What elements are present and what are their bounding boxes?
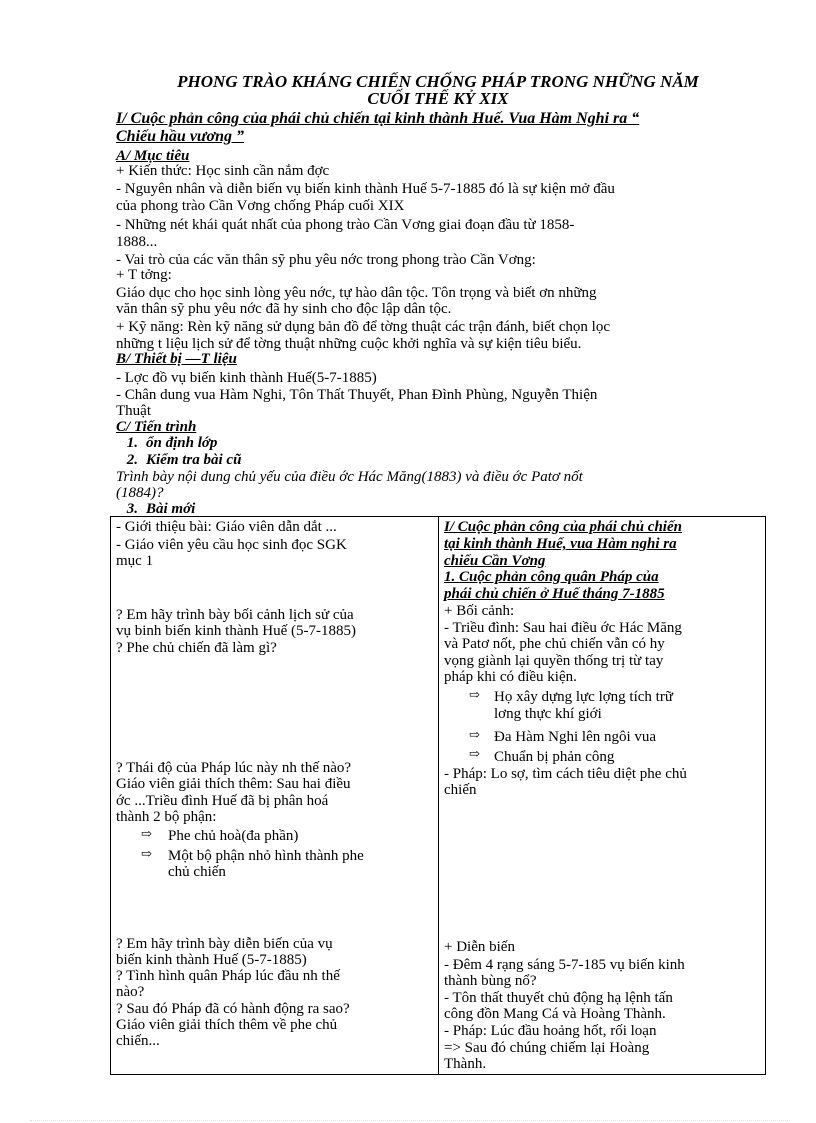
- step-1: [116, 436, 758, 451]
- review-question-line1: Trình bày nội dung chủ yếu của điều ớc Hác Măng(1883) và điều ớc Patơ nốt: [116, 469, 583, 485]
- right-event-1-line1: - Đêm 4 rạng sáng 5-7-185 vụ biến kinh: [444, 957, 685, 973]
- step-3-number: 3.: [126, 501, 138, 517]
- left-question-1-line2: vụ binh biến kinh thành Huế (5-7-1885): [116, 623, 356, 639]
- right-context-line4: pháp khi có điều kiện.: [444, 669, 577, 685]
- outline-right-arrow-icon: ⇨: [469, 687, 480, 702]
- equipment-item-1: - Lợc đồ vụ biến kinh thành Huế(5-7-1885): [116, 370, 377, 386]
- left-bullet-1: Phe chủ hoà(đa phần): [168, 828, 299, 844]
- page-bottom-divider: [30, 1120, 790, 1121]
- equipment-item-2-line2: Thuật: [116, 403, 151, 419]
- right-context-line2: và Patơ nốt, phe chủ chiến vẫn có hy: [444, 636, 665, 652]
- right-bullet-2: Đa Hàm Nghi lên ngôi vua: [494, 729, 657, 745]
- outline-right-arrow-icon: ⇨: [141, 826, 152, 841]
- step-3-text: Bài mới: [146, 501, 196, 517]
- left-intro: - Giới thiệu bài: Giáo viên dẫn dắt ...: [116, 519, 337, 535]
- section-heading-line2: Chiếu hầu vương ”: [116, 128, 244, 145]
- objective-5-line2: những t liệu lịch sử để tờng thuật những cuộc khởi nghĩa và sự kiện tiêu biểu.: [116, 336, 582, 352]
- objective-4-line2: văn thân sỹ phu yêu nớc đã hy sinh cho độc lập dân tộc.: [116, 301, 452, 317]
- objective-3: - Vai trò của các văn thân sỹ phu yêu nớc trong phong trào Cần Vơng:: [116, 252, 536, 268]
- right-event-2-line1: - Tôn thất thuyết chủ động hạ lệnh tấn: [444, 990, 673, 1006]
- content-column: [439, 517, 766, 1075]
- heading-thiet-bi: B/ Thiết bị —T liệu: [116, 351, 237, 367]
- right-context-line1: - Triều đình: Sau hai điều ớc Hác Măng: [444, 620, 682, 636]
- equipment-item-2-line1: - Chân dung vua Hàm Nghi, Tôn Thất Thuyết, Phan Đình Phùng, Nguyễn Thiện: [116, 387, 598, 403]
- left-question-5-line1: ? Tình hình quân Pháp lúc đầu nh thế: [116, 968, 340, 984]
- review-question-line2: (1884)?: [116, 485, 164, 501]
- left-explain-2-line2: chiến...: [116, 1033, 160, 1049]
- teacher-activity-column: [111, 517, 439, 1075]
- tu-tuong-label: + T tởng:: [116, 267, 172, 283]
- left-question-2: ? Phe chủ chiến đã làm gì?: [116, 640, 277, 656]
- right-event-4-line1: => Sau đó chúng chiếm lại Hoàng: [444, 1040, 650, 1056]
- document-title-line1: PHONG TRÀO KHÁNG CHIẾN CHỐNG PHÁP TRONG NHỮNG NĂM: [177, 72, 699, 91]
- step-2-text: Kiểm tra bài cũ: [146, 452, 242, 468]
- right-bullet-1-line1: Họ xây dựng lực lợng tích trữ: [494, 689, 673, 705]
- step-3: [116, 502, 758, 517]
- right-event-2-line2: công đồn Mang Cá và Hoàng Thành.: [444, 1006, 666, 1022]
- right-event-4-line2: Thành.: [444, 1056, 487, 1072]
- boi-canh-label: + Bối cảnh:: [444, 603, 515, 619]
- left-explain-line1: Giáo viên giải thích thêm: Sau hai điều: [116, 776, 351, 792]
- objective-2-line2: 1888...: [116, 234, 158, 250]
- left-bullet-2-line2: chủ chiến: [168, 864, 226, 880]
- right-event-1-line2: thành bùng nổ?: [444, 973, 537, 989]
- left-explain-2-line1: Giáo viên giải thích thêm về phe chủ: [116, 1017, 338, 1033]
- left-question-3: ? Thái độ của Pháp lúc này nh thế nào?: [116, 760, 352, 776]
- right-france-line1: - Pháp: Lo sợ, tìm cách tiêu diệt phe chủ: [444, 766, 687, 782]
- objective-4-line1: Giáo dục cho học sinh lòng yêu nớc, tự hào dân tộc. Tôn trọng và biết ơn những: [116, 285, 597, 301]
- document-title-line2: CUỐI THẾ KỶ XIX: [367, 89, 509, 108]
- right-subheading-line2: phái chủ chiến ở Huế tháng 7-1885: [444, 586, 665, 602]
- left-explain-line3: thành 2 bộ phận:: [116, 809, 217, 825]
- step-2: [116, 453, 758, 468]
- right-bullet-1-line2: lơng thực khí giới: [494, 706, 602, 722]
- right-event-3: - Pháp: Lúc đầu hoảng hốt, rối loạn: [444, 1023, 657, 1039]
- right-subheading-line1: 1. Cuộc phản công quân Pháp của: [444, 569, 659, 585]
- outline-right-arrow-icon: ⇨: [469, 727, 480, 742]
- right-heading-line3: chiếu Cần Vơng: [444, 553, 546, 569]
- left-question-6: ? Sau đó Pháp đã có hành động ra sao?: [116, 1001, 350, 1017]
- right-heading-line2: tại kinh thành Huế, vua Hàm nghi ra: [444, 536, 677, 552]
- left-question-5-line2: nào?: [116, 984, 145, 1000]
- lesson-table: [110, 516, 766, 1075]
- objective-2-line1: - Những nét khái quát nhất của phong trào Cần Vơng giai đoạn đầu từ 1858-: [116, 217, 575, 233]
- right-france-line2: chiến: [444, 782, 477, 798]
- left-question-4-line2: biến kinh thành Huế (5-7-1885): [116, 952, 307, 968]
- left-read-sgk-line1: - Giáo viên yêu cầu học sinh đọc SGK: [116, 537, 347, 553]
- heading-muc-tieu: A/ Mục tiêu: [116, 148, 190, 164]
- outline-right-arrow-icon: ⇨: [141, 846, 152, 861]
- step-1-number: 1.: [126, 435, 138, 451]
- objective-1-line2: của phong trào Cần Vơng chống Pháp cuối XIX: [116, 198, 405, 214]
- objective-5-line1: + Kỹ năng: Rèn kỹ năng sử dụng bản đồ để tờng thuật các trận đánh, biết chọn lọc: [116, 319, 610, 335]
- right-heading-line1: I/ Cuộc phản công của phái chủ chiến: [444, 519, 682, 535]
- left-question-1-line1: ? Em hãy trình bày bối cảnh lịch sử của: [116, 607, 354, 623]
- step-1-text: ổn định lớp: [146, 435, 218, 451]
- step-2-number: 2.: [126, 452, 138, 468]
- right-bullet-3: Chuẩn bị phản công: [494, 749, 615, 765]
- left-explain-line2: ớc ...Triều đình Huế đã bị phân hoá: [116, 793, 329, 809]
- dien-bien-label: + Diễn biến: [444, 939, 515, 955]
- left-read-sgk-line2: mục 1: [116, 553, 154, 569]
- section-heading-line1: I/ Cuộc phản công của phái chủ chiến tại kinh thành Huế. Vua Hàm Nghi ra “: [116, 110, 640, 127]
- left-question-4-line1: ? Em hãy trình bày diễn biến của vụ: [116, 936, 333, 952]
- left-bullet-2-line1: Một bộ phận nhỏ hình thành phe: [168, 848, 364, 864]
- outline-right-arrow-icon: ⇨: [469, 746, 480, 761]
- kien-thuc-label: + Kiến thức: Học sinh cần nắm đợc: [116, 163, 330, 179]
- right-context-line3: vọng giành lại quyền thống trị từ tay: [444, 653, 664, 669]
- objective-1-line1: - Nguyên nhân và diễn biến vụ biến kinh thành Huế 5-7-1885 đó là sự kiện mở đầu: [116, 181, 615, 197]
- heading-tien-trinh: C/ Tiến trình: [116, 419, 197, 435]
